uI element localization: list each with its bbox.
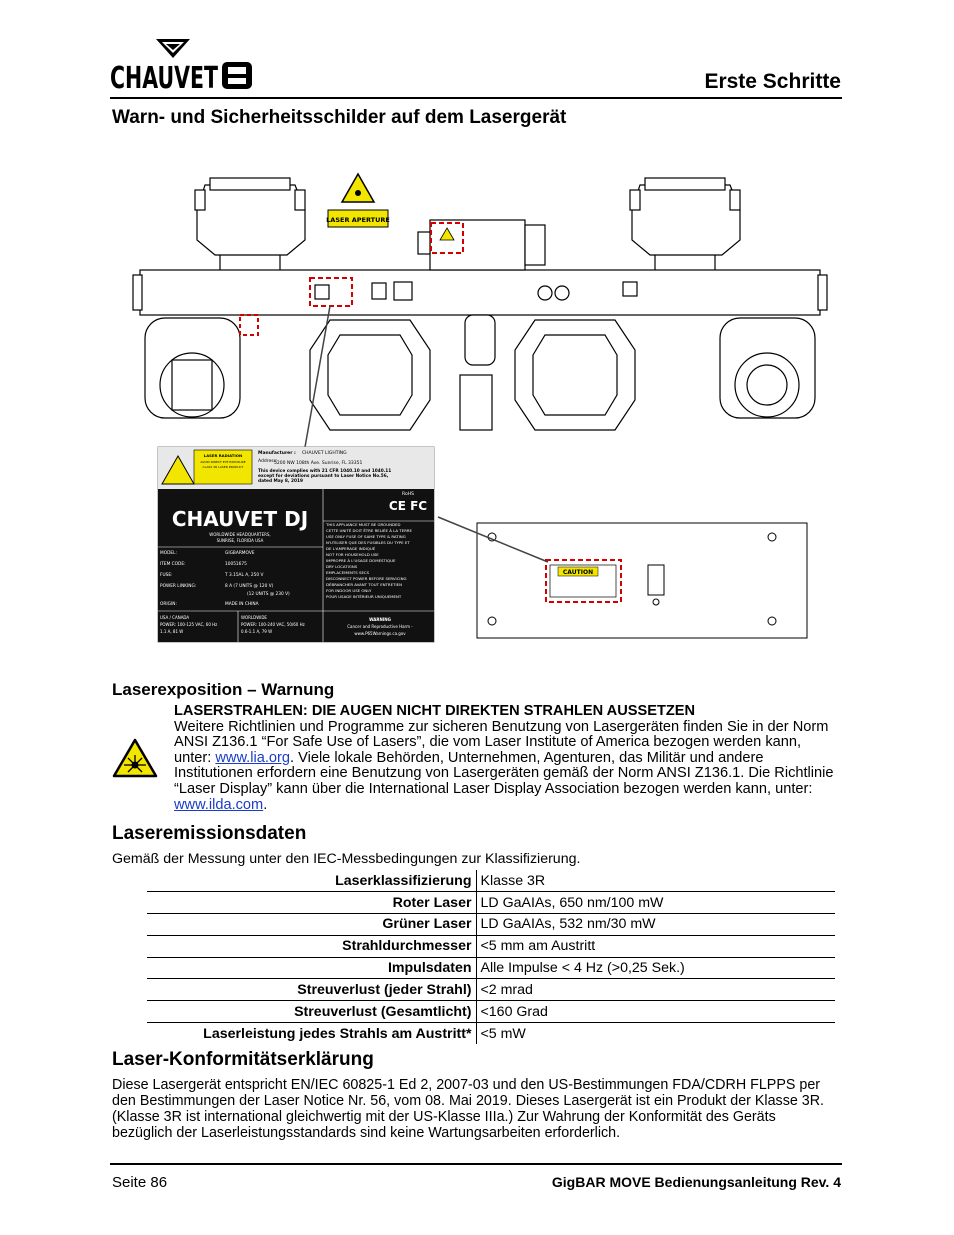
svg-text:IMPROPRE À L'USAGE DOMESTIQUE: IMPROPRE À L'USAGE DOMESTIQUE — [326, 558, 396, 563]
chauvet-dj-logo — [108, 36, 258, 92]
svg-text:www.P65Warnings.ca.gov: www.P65Warnings.ca.gov — [354, 631, 406, 636]
spec-key: Impulsdaten — [147, 957, 476, 979]
svg-text:LASER RADIATION: LASER RADIATION — [203, 453, 243, 458]
spec-value: <2 mrad — [476, 979, 835, 1001]
svg-text:0.6-1.1 A, 79 W: 0.6-1.1 A, 79 W — [241, 629, 273, 634]
conformity-text: Diese Lasergerät entspricht EN/IEC 60825-1 Ed 2, 2007-03 und den US-Bestimmungen FDA/CDRH FLPPS per den Bestimmungen der Laser Notice Nr. 56, vom 08. Mai 2019. Dieses Lasergerät ist ein Produkt der Klasse 3R. (Klasse 3R ist international gleichwertig mit der US-Klasse IIIa.) Zur Wahrung der Konformität des Geräts bezüglich der Laserleistungsstandards sind keine Wartungsarbeiten erforderlich. — [112, 1077, 825, 1141]
product-label-plate — [158, 447, 434, 642]
svg-text:DE L'AMPERAGE INDIQUÉ: DE L'AMPERAGE INDIQUÉ — [326, 546, 376, 551]
svg-text:ITEM CODE:: ITEM CODE: — [160, 562, 186, 567]
svg-text:CHAUVET DJ: CHAUVET DJ — [171, 507, 309, 531]
table-row — [147, 914, 835, 936]
emission-table — [147, 870, 835, 1044]
svg-text:CHAUVET LIGHTING: CHAUVET LIGHTING — [302, 451, 347, 456]
svg-text:except for deviations pursuant: except for deviations pursuant to Laser Notice No.56, — [258, 474, 389, 479]
table-row — [147, 1023, 835, 1045]
svg-text:MODEL:: MODEL: — [160, 551, 177, 556]
svg-text:T 3.15AL A, 250 V: T 3.15AL A, 250 V — [225, 573, 264, 578]
light-bar — [133, 178, 827, 430]
svg-text:WARNING: WARNING — [369, 617, 391, 622]
svg-text:POWER: 100-240 VAC, 50/60 Hz: POWER: 100-240 VAC, 50/60 Hz — [241, 622, 305, 627]
table-row — [147, 892, 835, 914]
spec-value: LD GaAIAs, 650 nm/100 mW — [476, 892, 835, 914]
laser-warning-caps: LASERSTRAHLEN: DIE AUGEN NICHT DIREKTEN STRAHLEN AUSSETZEN — [174, 703, 696, 719]
svg-text:10051675: 10051675 — [225, 562, 247, 567]
spec-key: Streuverlust (Gesamtlicht) — [147, 1001, 476, 1023]
svg-text:WORLDWIDE: WORLDWIDE — [241, 615, 267, 620]
svg-text:Cancer and Reproductive Harm -: Cancer and Reproductive Harm - — [347, 624, 413, 629]
svg-text:GIGBARMOVE: GIGBARMOVE — [225, 551, 255, 556]
svg-text:DRY LOCATIONS: DRY LOCATIONS — [326, 564, 358, 569]
svg-text:POWER LINKING:: POWER LINKING: — [160, 584, 197, 589]
spec-key: Laserklassifizierung — [147, 870, 476, 892]
svg-text:Address:: Address: — [258, 459, 278, 464]
svg-text:DÉBRANCHER AVANT TOUT ENTRETIE: DÉBRANCHER AVANT TOUT ENTRETIEN — [326, 582, 402, 587]
table-row — [147, 979, 835, 1001]
bottom-view-panel — [477, 523, 807, 638]
laser-warning-heading: Laserexposition – Warnung — [112, 680, 335, 699]
lia-link[interactable]: www.lia.org — [215, 749, 290, 766]
spec-key: Strahldurchmesser — [147, 935, 476, 957]
page-number: Seite 86 — [112, 1174, 168, 1191]
svg-text:USE ONLY FUSE OF SAME TYPE & R: USE ONLY FUSE OF SAME TYPE & RATING — [326, 534, 406, 539]
footer-rule — [110, 1163, 842, 1165]
svg-text:POWER: 100-125 VAC, 60 Hz: POWER: 100-125 VAC, 60 Hz — [160, 622, 218, 627]
svg-text:DISCONNECT POWER BEFORE SERVIC: DISCONNECT POWER BEFORE SERVICING — [326, 576, 407, 581]
svg-text:WORLDWIDE HEADQUARTERS,: WORLDWIDE HEADQUARTERS, — [209, 532, 271, 537]
svg-text:CLASS 3R LASER PRODUCT: CLASS 3R LASER PRODUCT — [202, 465, 244, 469]
svg-text:dated May 8, 2019: dated May 8, 2019 — [258, 479, 303, 484]
svg-text:SUNRISE, FLORIDA USA: SUNRISE, FLORIDA USA — [216, 538, 264, 543]
spec-key: Grüner Laser — [147, 914, 476, 936]
header-rule — [110, 97, 842, 99]
table-row — [147, 935, 835, 957]
spec-value: <160 Grad — [476, 1001, 835, 1023]
emission-intro: Gemäß der Messung unter den IEC-Messbedingungen zur Klassifizierung. — [112, 851, 581, 867]
table-row — [147, 1001, 835, 1023]
svg-text:FOR INDOOR USE ONLY: FOR INDOOR USE ONLY — [326, 588, 372, 593]
svg-text:N'UTILISER QUE DES FUSIBLES DU: N'UTILISER QUE DES FUSIBLES DU TYPE ET — [326, 540, 410, 545]
svg-text:CE FC: CE FC — [388, 499, 428, 513]
laser-warning-icon — [112, 738, 158, 778]
svg-text:ORIGIN:: ORIGIN: — [160, 602, 177, 607]
svg-text:NOT FOR HOUSEHOLD USE: NOT FOR HOUSEHOLD USE — [326, 552, 379, 557]
svg-text:8 A (7 UNITS @ 120 V): 8 A (7 UNITS @ 120 V) — [225, 584, 274, 589]
table-row — [147, 870, 835, 892]
page-title: Warn- und Sicherheitsschilder auf dem Lasergerät — [112, 107, 567, 128]
section-title: Erste Schritte — [704, 70, 841, 93]
laser-warning-text: LASERSTRAHLEN: DIE AUGEN NICHT DIREKTEN STRAHLEN AUSSETZEN Weitere Richtlinien und Programme zur sicheren Benutzung von Lasergeräten finden Sie in der Norm ANSI Z136.1 “For Safe Use of Lasers”, die vom Laser Institute of America bezogen werden kann, unter: www.lia.org. Viele lokale Behörden, Unternehmen, Agenturen, das Militär und andere Institutionen erfordern eine Benutzung von Lasergeräten gemäß der Norm ANSI Z136.1. Die Richtlinie “Laser Display” kann über die International Laser Display Association bezogen werden kann, unter: www.ilda.com. — [174, 704, 842, 813]
svg-text:EMPLACEMENTS SECS: EMPLACEMENTS SECS — [326, 570, 370, 575]
spec-value: Alle Impulse < 4 Hz (>0,25 Sek.) — [476, 957, 835, 979]
spec-value: Klasse 3R — [480, 872, 546, 889]
svg-text:USA / CANADA: USA / CANADA — [160, 615, 190, 620]
spec-key: Laserleistung jedes Strahls am Austritt* — [147, 1023, 476, 1045]
svg-text:This device complies with 21 C: This device complies with 21 CFR 1040.10 and 1040.11 — [258, 469, 392, 474]
laser-aperture-label: LASER APERTURE — [326, 216, 390, 224]
svg-text:RoHS: RoHS — [402, 492, 414, 497]
spec-value: <5 mm am Austritt — [476, 935, 835, 957]
svg-text:POUR USAGE INTÉRIEUR UNIQUEMEN: POUR USAGE INTÉRIEUR UNIQUEMENT — [326, 594, 402, 599]
caution-label: CAUTION — [562, 569, 594, 576]
svg-text:5200 NW 108th Ave. Sunrise, FL: 5200 NW 108th Ave. Sunrise, FL 33351 — [274, 461, 363, 466]
svg-text:Manufacturer :: Manufacturer : — [258, 451, 296, 456]
svg-text:FUSE:: FUSE: — [160, 573, 173, 578]
conformity-heading: Laser-Konformitätserklärung — [112, 1049, 374, 1070]
ilda-link[interactable]: www.ilda.com — [174, 796, 264, 813]
table-row — [147, 957, 835, 979]
device-label-diagram — [130, 160, 840, 655]
svg-text:THIS APPLIANCE MUST BE GROUNDE: THIS APPLIANCE MUST BE GROUNDED — [326, 522, 401, 527]
spec-value: <5 mW — [476, 1023, 835, 1045]
emission-heading: Laseremissionsdaten — [112, 823, 307, 844]
svg-text:AVOID DIRECT EYE EXPOSURE: AVOID DIRECT EYE EXPOSURE — [200, 460, 246, 464]
svg-text:MADE IN CHINA: MADE IN CHINA — [225, 602, 259, 607]
svg-text:CHAUVET: CHAUVET — [110, 61, 219, 92]
manual-title: GigBAR MOVE Bedienungsanleitung Rev. 4 — [551, 1174, 841, 1190]
spec-key: Streuverlust (jeder Strahl) — [147, 979, 476, 1001]
svg-text:CETTE UNITÉ DOIT ÊTRE RELIÉE À: CETTE UNITÉ DOIT ÊTRE RELIÉE À LA TERRE — [326, 528, 412, 533]
svg-text:(12 UNITS @ 230 V): (12 UNITS @ 230 V) — [247, 592, 290, 597]
spec-value: LD GaAIAs, 532 nm/30 mW — [476, 914, 835, 936]
spec-key: Roter Laser — [147, 892, 476, 914]
svg-text:1.1 A, 81 W: 1.1 A, 81 W — [160, 629, 184, 634]
